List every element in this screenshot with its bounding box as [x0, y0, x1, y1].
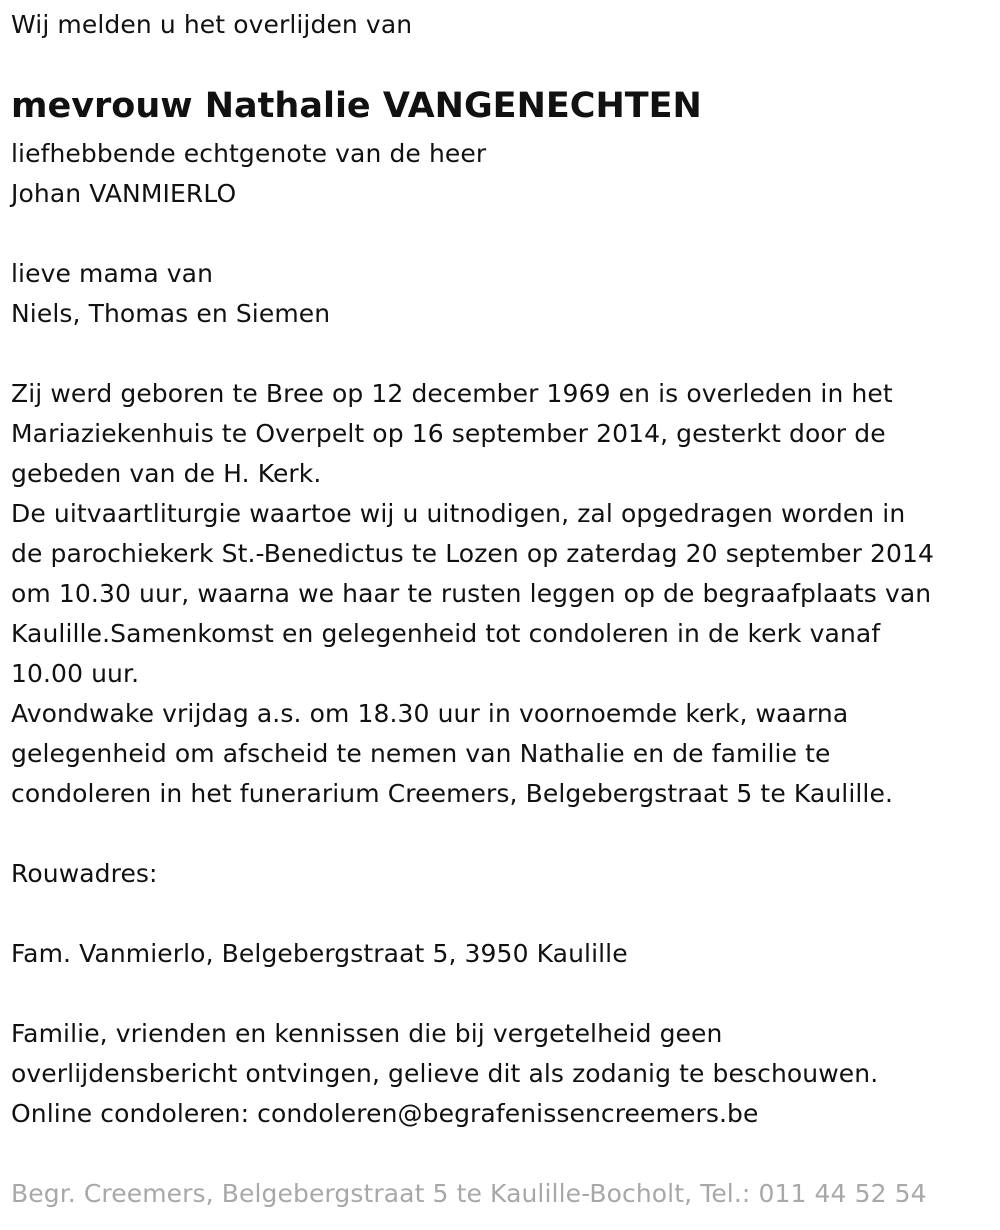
body-line: Avondwake vrijdag a.s. om 18.30 uur in voornoemde kerk, waarna [11, 699, 849, 728]
children-line: lieve mama van [11, 259, 214, 288]
closing-line: Familie, vrienden en kennissen die bij vergetelheid geen [11, 1019, 723, 1048]
spouse-line: liefhebbende echtgenote van de heer [11, 139, 487, 168]
mourning-address-label: Rouwadres: [11, 859, 158, 888]
mourning-address: Fam. Vanmierlo, Belgebergstraat 5, 3950 Kaulille [11, 939, 628, 968]
intro-text: Wij melden u het overlijden van [11, 10, 413, 39]
body-line: 10.00 uur. [11, 659, 140, 688]
children-names: Niels, Thomas en Siemen [11, 299, 331, 328]
body-line: condoleren in het funerarium Creemers, Belgebergstraat 5 te Kaulille. [11, 779, 893, 808]
body-line: Kaulille.Samenkomst en gelegenheid tot condoleren in de kerk vanaf [11, 619, 881, 648]
closing-line: overlijdensbericht ontvingen, gelieve dit als zodanig te beschouwen. [11, 1059, 879, 1088]
body-line: Mariaziekenhuis te Overpelt op 16 september 2014, gesterkt door de [11, 419, 886, 448]
body-line: Zij werd geboren te Bree op 12 december 1969 en is overleden in het [11, 379, 893, 408]
funeral-home-footer: Begr. Creemers, Belgebergstraat 5 te Kaulille-Bocholt, Tel.: 011 44 52 54 [11, 1179, 927, 1208]
body-line: de parochiekerk St.-Benedictus te Lozen op zaterdag 20 september 2014 [11, 539, 935, 568]
body-line: De uitvaartliturgie waartoe wij u uitnodigen, zal opgedragen worden in [11, 499, 906, 528]
body-line: gelegenheid om afscheid te nemen van Nathalie en de familie te [11, 739, 831, 768]
online-condolence-line: Online condoleren: condoleren@begrafenissencreemers.be [11, 1099, 759, 1128]
body-line: gebeden van de H. Kerk. [11, 459, 322, 488]
body-line: om 10.30 uur, waarna we haar te rusten leggen op de begraafplaats van [11, 579, 932, 608]
deceased-name: mevrouw Nathalie VANGENECHTEN [11, 86, 702, 126]
spouse-name: Johan VANMIERLO [11, 179, 237, 208]
